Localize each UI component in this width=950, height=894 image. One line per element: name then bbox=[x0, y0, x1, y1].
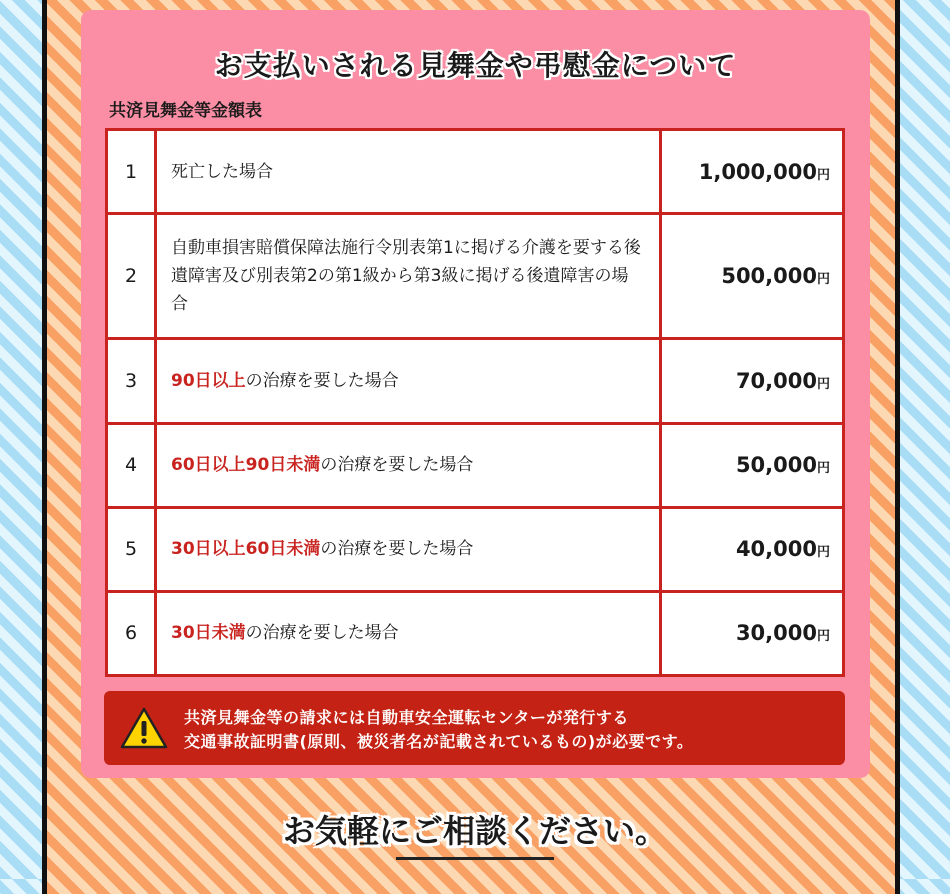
amount-unit: 円 bbox=[816, 167, 830, 183]
fee-table bbox=[105, 128, 845, 677]
row-description bbox=[156, 423, 661, 507]
row-description bbox=[156, 507, 661, 591]
amount-unit: 円 bbox=[816, 272, 830, 288]
amount-value: 50,000 bbox=[735, 453, 817, 478]
row-description-text: の治療を要した場合 bbox=[320, 539, 474, 560]
treatment-period-highlight: 30日以上60日未満 bbox=[171, 539, 321, 560]
warning-icon bbox=[120, 706, 168, 750]
table-row bbox=[107, 214, 844, 339]
treatment-period-highlight: 90日以上 bbox=[171, 370, 246, 391]
row-description-text: の治療を要した場合 bbox=[320, 455, 474, 476]
amount-unit: 円 bbox=[816, 629, 830, 645]
amount-value: 500,000 bbox=[721, 264, 817, 289]
certificate-notice bbox=[104, 691, 845, 765]
row-description bbox=[156, 130, 661, 214]
row-number: 1 bbox=[107, 130, 156, 214]
table-row bbox=[107, 339, 844, 423]
section-title: お支払いされる見舞金や弔慰金について bbox=[214, 49, 737, 82]
amount-value: 1,000,000 bbox=[698, 159, 817, 184]
row-amount bbox=[661, 507, 844, 591]
row-number: 4 bbox=[107, 423, 156, 507]
treatment-period-highlight: 30日未満 bbox=[171, 623, 246, 644]
row-number: 5 bbox=[107, 507, 156, 591]
heading-underline bbox=[396, 857, 554, 860]
table-row bbox=[107, 130, 844, 214]
row-description bbox=[156, 339, 661, 423]
table-row bbox=[107, 423, 844, 507]
row-description-text: の治療を要した場合 bbox=[245, 623, 399, 644]
amount-value: 30,000 bbox=[735, 621, 817, 646]
row-amount bbox=[661, 214, 844, 339]
treatment-period-highlight: 60日以上90日未満 bbox=[171, 455, 321, 476]
notice-line: 交通事故証明書(原則、被災者名が記載されているもの)が必要です。 bbox=[184, 732, 694, 751]
amount-unit: 円 bbox=[816, 461, 830, 477]
row-description bbox=[156, 214, 661, 339]
row-number: 2 bbox=[107, 214, 156, 339]
amount-value: 70,000 bbox=[735, 368, 817, 393]
table-row bbox=[107, 591, 844, 675]
row-amount bbox=[661, 423, 844, 507]
amount-value: 40,000 bbox=[735, 537, 817, 562]
table-row bbox=[107, 507, 844, 591]
payment-info-panel bbox=[81, 10, 870, 778]
notice-line: 共済見舞金等の請求には自動車安全運転センターが発行する bbox=[184, 708, 629, 727]
row-description-text: の治療を要した場合 bbox=[245, 370, 399, 391]
row-description-text: 死亡した場合 bbox=[171, 161, 273, 182]
row-amount bbox=[661, 339, 844, 423]
row-amount bbox=[661, 130, 844, 214]
row-number: 6 bbox=[107, 591, 156, 675]
amount-unit: 円 bbox=[816, 545, 830, 561]
amount-unit: 円 bbox=[816, 376, 830, 392]
notice-text bbox=[184, 706, 693, 754]
row-number: 3 bbox=[107, 339, 156, 423]
consult-heading: お気軽にご相談ください。 bbox=[282, 812, 667, 850]
table-caption: 共済見舞金等金額表 bbox=[109, 101, 262, 121]
row-description bbox=[156, 591, 661, 675]
row-amount bbox=[661, 591, 844, 675]
row-description-text: 自動車損害賠償保障法施行令別表第1に掲げる介護を要する後遺障害及び別表第2の第1級から第3級に掲げる後遺障害の場合 bbox=[171, 238, 641, 315]
